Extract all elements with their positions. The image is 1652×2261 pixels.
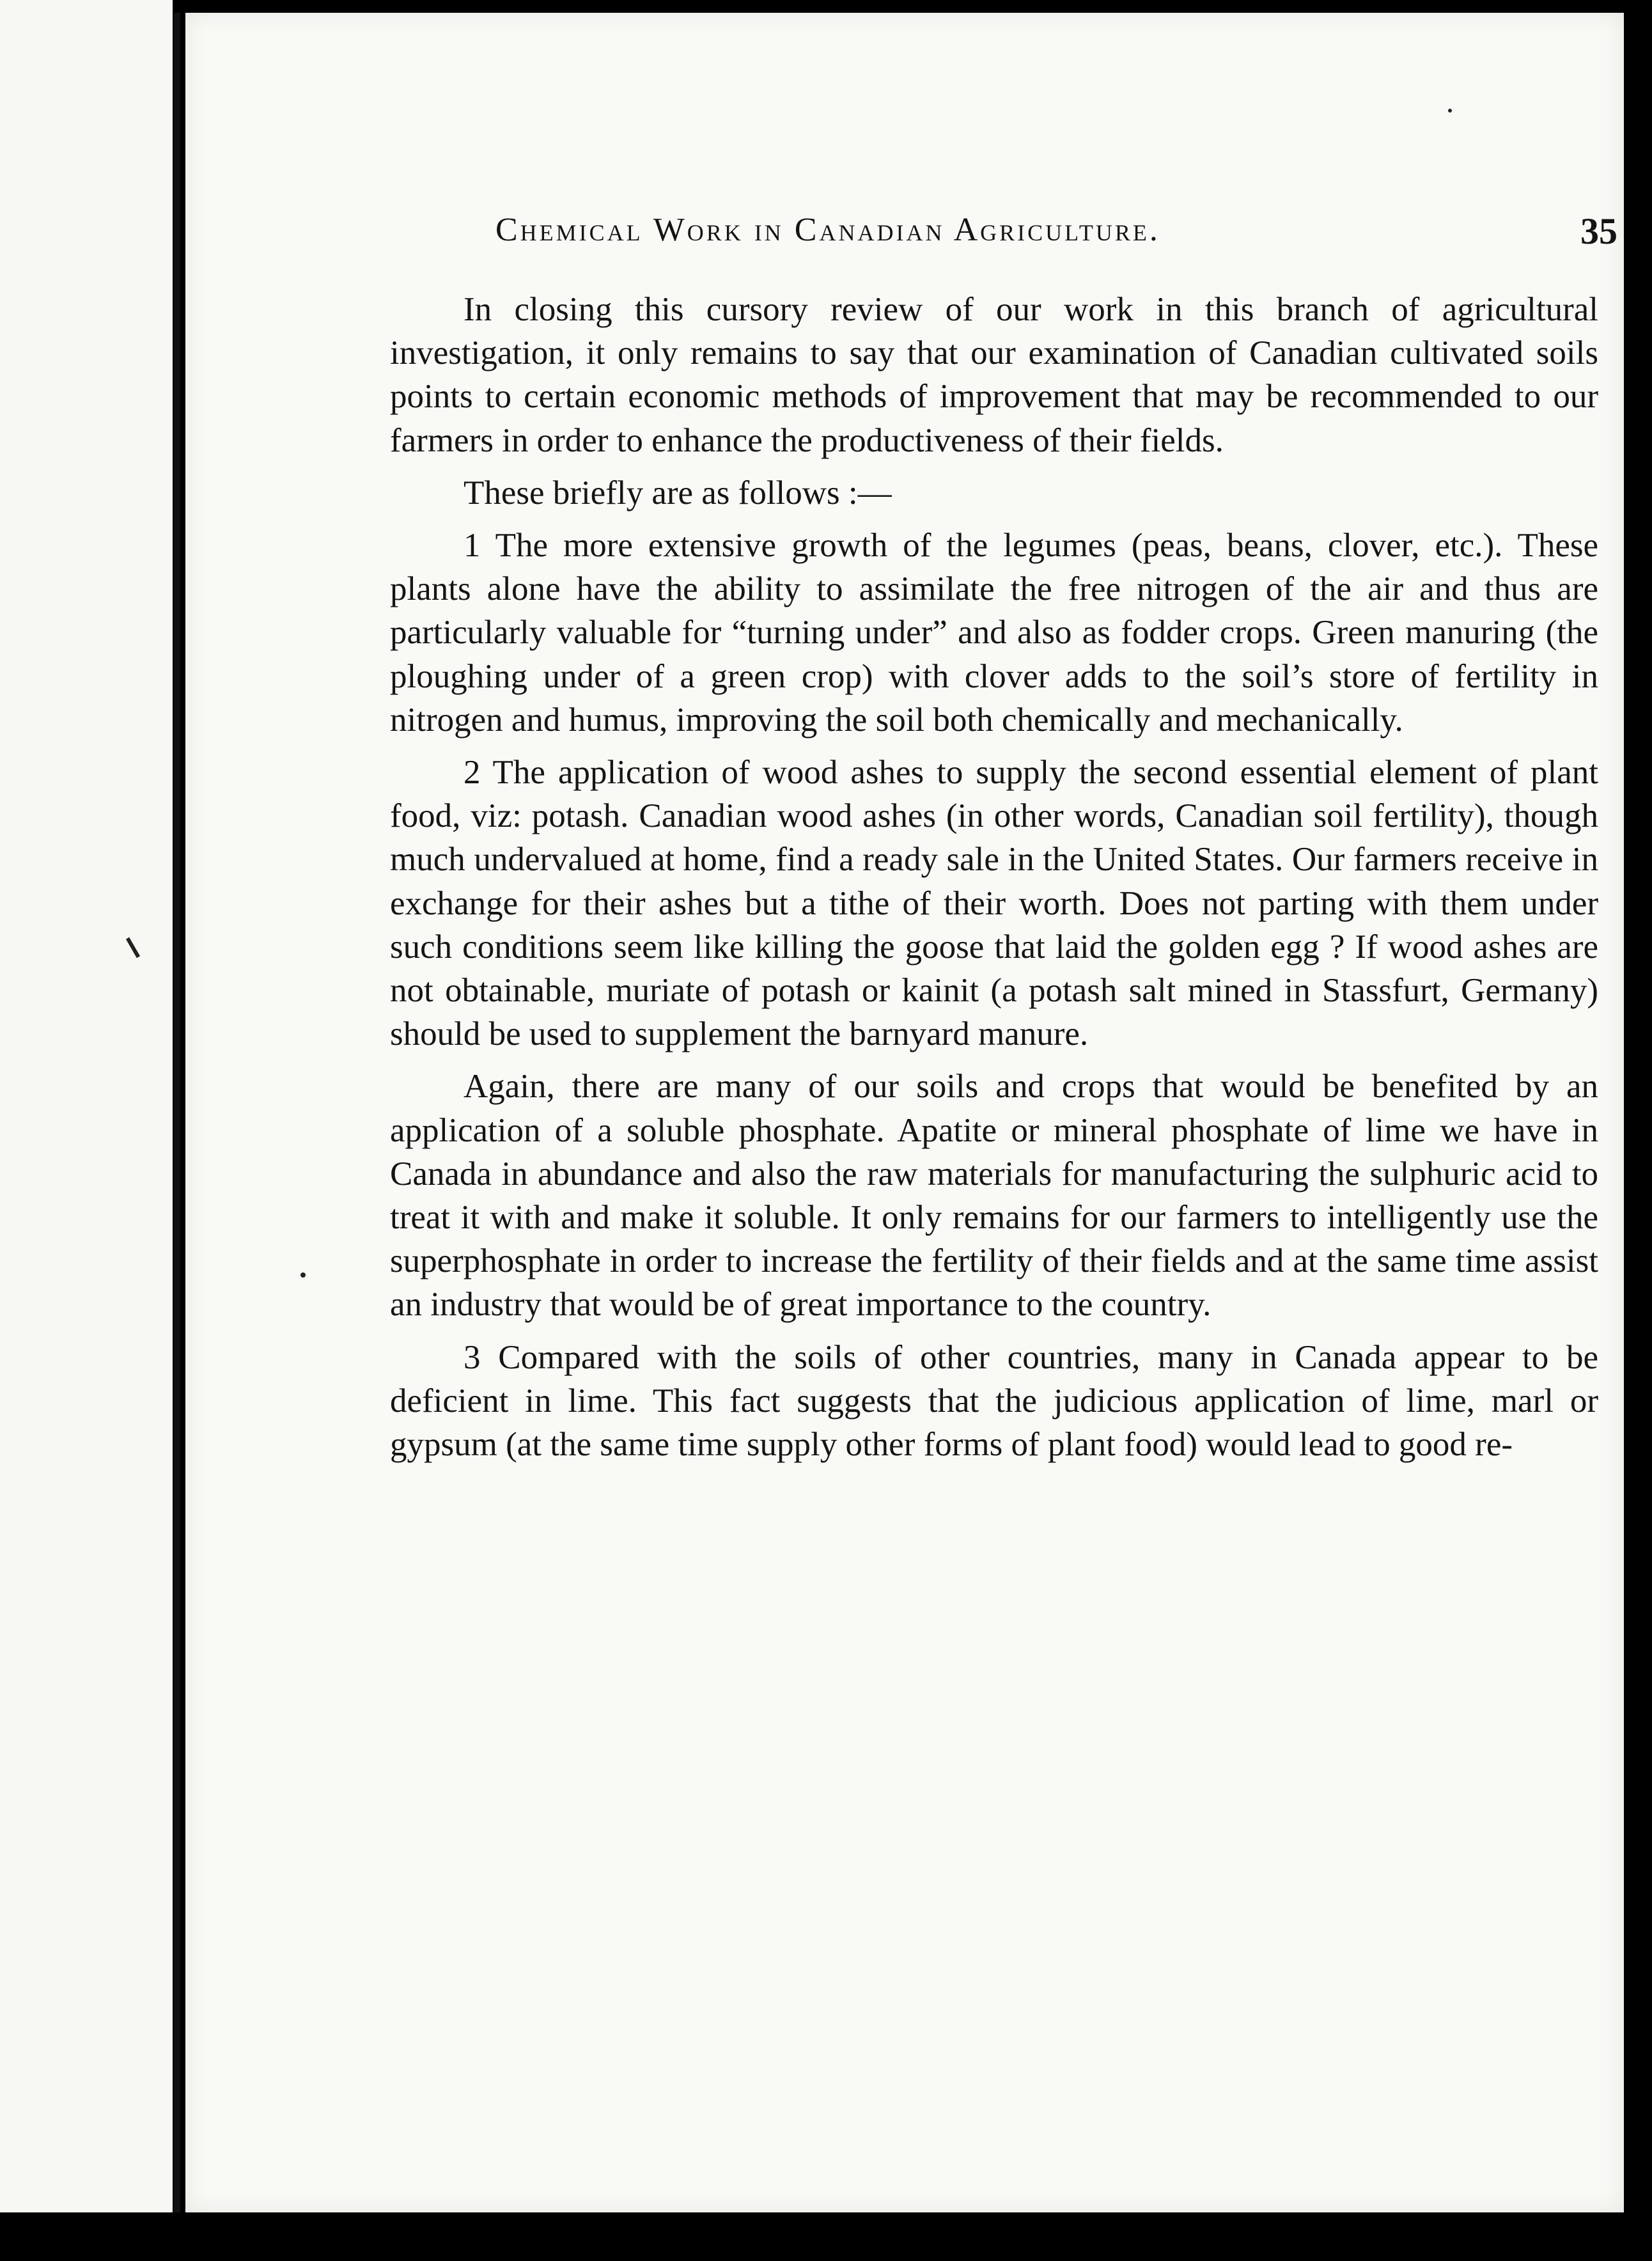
book-page (185, 13, 1624, 2212)
paragraph-5: Again, there are many of our soils and crops that would be benefited by an application of a soluble phosphate. Apatite or mineral phosphate of lime we have in Canada in abundance and also the raw materials for manufacturing the sulphuric acid to treat it with and make it soluble. It only remains for our farmers to intelligently use the superphosphate in order to increase the fertility of their fields and at the same time assist an industry that would be of great importance to the country. (390, 1068, 1598, 1324)
running-title: Chemical Work in Canadian Agriculture. (495, 212, 1160, 248)
paragraph-2: These briefly are as follows :— (464, 474, 892, 512)
scan-speck (300, 1272, 306, 1278)
binding-gutter (174, 13, 180, 2212)
page-text (390, 288, 1598, 1466)
scan-speck (1448, 109, 1452, 113)
left-page-margin (0, 0, 173, 2212)
paragraph-1: In closing this cursory review of our work in this branch of agricultural investigation, it only remains to say that our examination of Canadian cultivated soils points to certain economic methods of improvement that may be recommended to our farmers in order to enhance the productiveness of their fields. (390, 291, 1598, 459)
running-header (495, 211, 1617, 262)
page-number: 35 (1580, 210, 1617, 252)
paragraph-6: 3 Compared with the soils of other countries, many in Canada appear to be deficient in lime. This fact suggests that the judicious application of lime, marl or gypsum (at the same time supply other forms of plant food) would lead to good re- (390, 1338, 1598, 1464)
paragraph-3: 1 The more extensive growth of the legumes (peas, beans, clover, etc.). These plants alone have the ability to assimilate the free nitrogen of the air and thus are particularly valuable for “turning under” and also as fodder crops. Green manuring (the ploughing under of a green crop) with clover adds to the soil’s store of fertility in nitrogen and humus, improving the soil both chemically and mechanically. (390, 527, 1598, 739)
paragraph-4: 2 The application of wood ashes to supply the second essential element of plant food, viz: potash. Canadian wood ashes (in other words, Canadian soil fertility), though much undervalued at home, find a ready sale in the United States. Our farmers receive in exchange for their ashes but a tithe of their worth. Does not parting with them under such conditions seem like killing the goose that laid the golden egg ? If wood ashes are not obtainable, muriate of potash or kainit (a potash salt mined in Stassfurt, Germany) should be used to supplement the barnyard manure. (390, 754, 1598, 1053)
